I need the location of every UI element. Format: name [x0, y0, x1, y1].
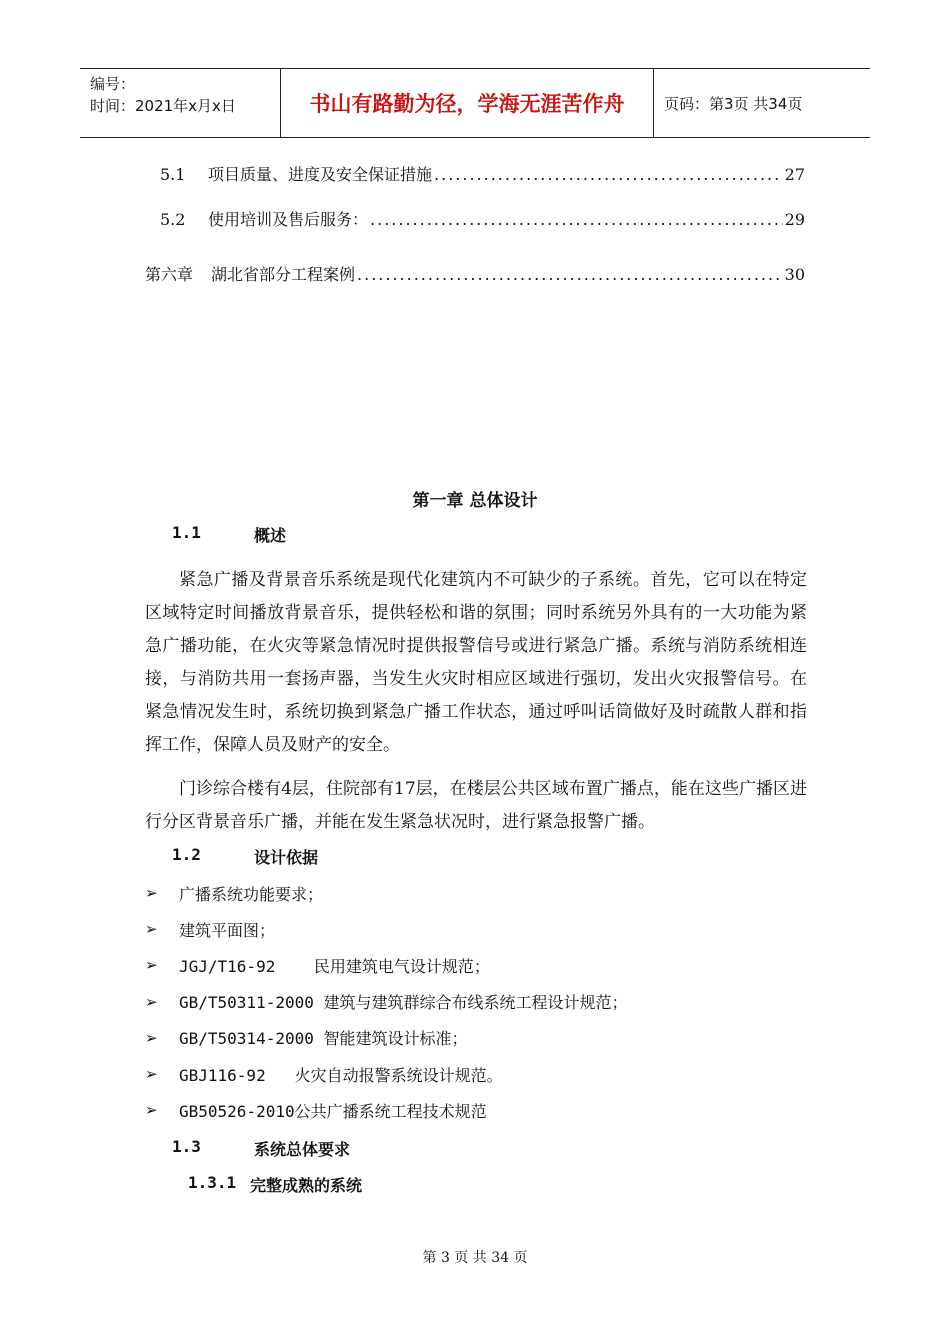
arrow-bullet-icon: ➢ [145, 1065, 158, 1084]
list-item [145, 1092, 825, 1128]
toc-entry[interactable] [160, 162, 805, 185]
header-page-info: 页码：第3页 共34页 [664, 94, 803, 113]
arrow-bullet-icon: ➢ [145, 884, 158, 903]
arrow-bullet-icon: ➢ [145, 920, 158, 939]
list-item-text: 广播系统功能要求； [179, 884, 324, 904]
section-title: 完整成熟的系统 [250, 1176, 363, 1195]
list-item [145, 875, 825, 911]
section-heading [172, 1137, 350, 1160]
page-header [80, 68, 870, 138]
section-heading [172, 523, 286, 546]
toc-leader-dots [357, 265, 783, 284]
toc-entry-page: 29 [784, 210, 805, 229]
list-item [145, 1020, 825, 1056]
list-item-text: GB50526-2010公共广播系统工程技术规范 [179, 1101, 487, 1121]
section-number: 1.3.1 [188, 1173, 237, 1192]
arrow-bullet-icon: ➢ [145, 1028, 158, 1047]
list-item [145, 911, 825, 947]
toc-entry-title: 使用培训及售后服务： [208, 210, 369, 229]
toc-entry-number: 第六章 [145, 265, 194, 284]
toc-entry-page: 27 [784, 165, 805, 184]
section-title: 概述 [254, 526, 287, 545]
list-item-text: GBJ116-92 火灾自动报警系统设计规范。 [179, 1065, 503, 1085]
section-title: 设计依据 [254, 848, 319, 867]
arrow-bullet-icon: ➢ [145, 956, 158, 975]
chapter-title: 第一章 总体设计 [412, 491, 538, 511]
reference-list [145, 875, 825, 1128]
toc-entry-title: 湖北省部分工程案例 [211, 265, 356, 284]
list-item [145, 947, 825, 983]
section-number: 1.3 [172, 1137, 201, 1156]
list-item [145, 984, 825, 1020]
subsection-heading [188, 1173, 362, 1196]
section-heading [172, 845, 318, 868]
body-paragraph: 紧急广播及背景音乐系统是现代化建筑内不可缺少的子系统。首先，它可以在特定区域特定时间播放背景音乐，提供轻松和谐的氛围；同时系统另外具有的一大功能为紧急广播功能，在火灾等紧急情况时提供报警信号或进行紧急广播。系统与消防系统相连接，与消防共用一套扬声器，当发生火灾时相应区域进行强切，发出火灾报警信号。在紧急情况发生时，系统切换到紧急广播工作状态，通过呼叫话筒做好及时疏散人群和指挥工作，保障人员及财产的安全。 [145, 570, 807, 755]
toc-entry-title: 项目质量、进度及安全保证措施 [208, 165, 433, 184]
list-item-text: GB/T50314-2000 智能建筑设计标准； [179, 1029, 468, 1049]
list-item-text: GB/T50311-2000 建筑与建筑群综合布线系统工程设计规范； [179, 993, 628, 1013]
section-number: 1.1 [172, 523, 201, 542]
toc-entry[interactable] [160, 207, 805, 230]
header-motto: 书山有路勤为径，学海无涯苦作舟 [281, 69, 654, 137]
header-meta [80, 69, 281, 137]
body-paragraph: 门诊综合楼有4层，住院部有17层，在楼层公共区域布置广播点，能在这些广播区进行分区背景音乐广播，并能在发生紧急状况时，进行紧急报警广播。 [145, 779, 807, 832]
section-title: 系统总体要求 [254, 1140, 351, 1159]
toc-entry-number: 5.2 [160, 210, 186, 229]
toc-leader-dots [370, 210, 783, 229]
page-footer: 第 3 页 共 34 页 [422, 1250, 528, 1266]
time-label: 时间：2021年x月x日 [90, 97, 236, 115]
toc-leader-dots [434, 165, 783, 184]
section-number: 1.2 [172, 845, 201, 864]
toc-entry-number: 5.1 [160, 165, 186, 184]
toc-entry[interactable] [145, 262, 805, 285]
list-item [145, 1056, 825, 1092]
list-item-text: JGJ/T16-92 民用建筑电气设计规范； [179, 956, 490, 976]
toc-entry-page: 30 [784, 265, 805, 284]
serial-label: 编号： [90, 75, 136, 93]
arrow-bullet-icon: ➢ [145, 992, 158, 1011]
list-item-text: 建筑平面图； [179, 920, 276, 940]
arrow-bullet-icon: ➢ [145, 1101, 158, 1120]
